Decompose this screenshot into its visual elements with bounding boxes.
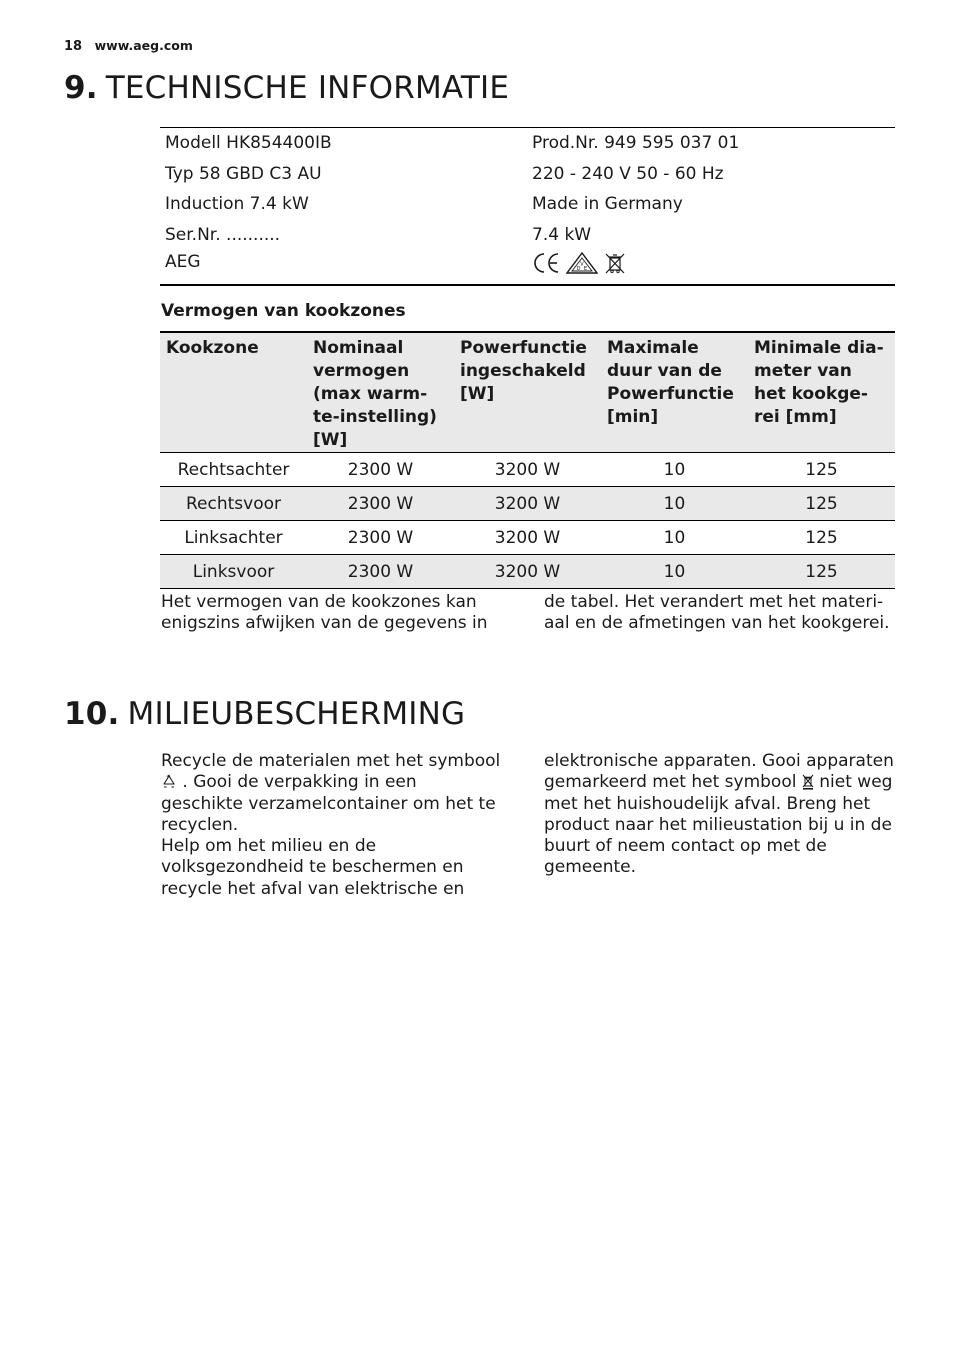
cooking-zones-table bbox=[160, 331, 895, 589]
table-row bbox=[160, 487, 895, 521]
table-cell: 2300 W bbox=[307, 453, 454, 487]
spec-cell: 7.4 kW bbox=[532, 224, 592, 245]
environment-column-2 bbox=[544, 751, 896, 879]
table-row bbox=[160, 521, 895, 555]
spec-row bbox=[160, 159, 895, 190]
section-10-title bbox=[64, 696, 465, 732]
table-cell: Linksvoor bbox=[160, 555, 307, 589]
spec-cell: Modell HK854400IB bbox=[165, 133, 332, 154]
spec-row bbox=[160, 128, 895, 159]
recycle-icon bbox=[161, 774, 177, 790]
weee-bin-icon bbox=[802, 774, 814, 790]
paragraph-text: Help om het milieu en de volksgezondheid te beschermen en recycle het afval van elektrische en bbox=[161, 836, 465, 899]
table-row bbox=[160, 555, 895, 589]
table-header-row bbox=[160, 332, 895, 453]
section-number: 10. bbox=[64, 696, 120, 732]
table-cell: 125 bbox=[748, 487, 895, 521]
column-header: Powerfunctie ingeschakeld [W] bbox=[454, 332, 601, 453]
ce-mark-icon bbox=[532, 252, 560, 274]
table-cell: 10 bbox=[601, 521, 748, 555]
table-cell: 3200 W bbox=[454, 487, 601, 521]
page-header bbox=[64, 38, 193, 54]
table-cell: 10 bbox=[601, 453, 748, 487]
weee-bin-icon bbox=[604, 252, 626, 274]
power-subheading: Vermogen van kookzones bbox=[161, 301, 406, 321]
svg-text:E: E bbox=[583, 266, 588, 272]
table-cell: Linksachter bbox=[160, 521, 307, 555]
table-cell: Rechtsvoor bbox=[160, 487, 307, 521]
paragraph-text: elektronische apparaten. Gooi apparaten gemarkeerd met het symbool bbox=[544, 751, 894, 793]
table-cell: 2300 W bbox=[307, 487, 454, 521]
column-header: Kookzone bbox=[160, 332, 307, 453]
table-cell: 10 bbox=[601, 555, 748, 589]
column-header: Maximale duur van de Powerfunctie [min] bbox=[601, 332, 748, 453]
table-cell: 125 bbox=[748, 555, 895, 589]
svg-text:D: D bbox=[576, 266, 581, 272]
spec-cell: Made in Germany bbox=[532, 194, 683, 215]
table-cell: 3200 W bbox=[454, 555, 601, 589]
table-cell: 3200 W bbox=[454, 521, 601, 555]
note-column-1: Het vermogen van de kookzones kan enigszins afwijken van de gegevens in bbox=[161, 592, 488, 634]
table-cell: 10 bbox=[601, 487, 748, 521]
spec-row bbox=[160, 189, 895, 220]
svg-text:V: V bbox=[580, 261, 584, 268]
spec-cell: Typ 58 GBD C3 AU bbox=[165, 163, 322, 184]
table-row bbox=[160, 453, 895, 487]
spec-cell: Ser.Nr. .......... bbox=[165, 224, 281, 245]
spec-row bbox=[160, 250, 895, 284]
section-9-title bbox=[64, 70, 509, 106]
table-cell: 125 bbox=[748, 521, 895, 555]
column-header: Minimale dia- meter van het kookge- rei [mm] bbox=[748, 332, 895, 453]
spec-row bbox=[160, 220, 895, 251]
paragraph-text: niet weg met het huishoudelijk afval. Breng het product naar het milieustation bij u in de buurt of neem contact op met de gemeente. bbox=[544, 772, 893, 878]
paragraph-text: . Gooi de verpakking in een geschikte verzamelcontainer om het te recyclen. bbox=[161, 772, 496, 835]
certification-marks bbox=[527, 252, 895, 274]
table-cell: 2300 W bbox=[307, 555, 454, 589]
section-title-text: MILIEUBESCHERMING bbox=[127, 696, 466, 732]
website-url: www.aeg.com bbox=[94, 38, 193, 53]
environment-column-1 bbox=[161, 751, 501, 900]
spec-cell: 220 - 240 V 50 - 60 Hz bbox=[532, 163, 724, 184]
spec-cell: Prod.Nr. 949 595 037 01 bbox=[532, 133, 740, 154]
spec-cell: AEG bbox=[165, 252, 201, 272]
table-cell: Rechtsachter bbox=[160, 453, 307, 487]
note-column-2: de tabel. Het verandert met het materi-aal en de afmetingen van het kookgerei. bbox=[544, 592, 890, 634]
section-title-text: TECHNISCHE INFORMATIE bbox=[105, 70, 510, 106]
table-cell: 125 bbox=[748, 453, 895, 487]
column-header: Nominaal vermogen (max warm- te-instelling) [W] bbox=[307, 332, 454, 453]
spec-table bbox=[160, 127, 895, 286]
paragraph-text: Recycle de materialen met het symbool bbox=[161, 751, 501, 771]
table-cell: 2300 W bbox=[307, 521, 454, 555]
table-cell: 3200 W bbox=[454, 453, 601, 487]
vde-mark-icon bbox=[566, 252, 598, 274]
section-number: 9. bbox=[64, 70, 98, 106]
page-number: 18 bbox=[64, 39, 83, 54]
spec-cell: Induction 7.4 kW bbox=[165, 194, 309, 215]
